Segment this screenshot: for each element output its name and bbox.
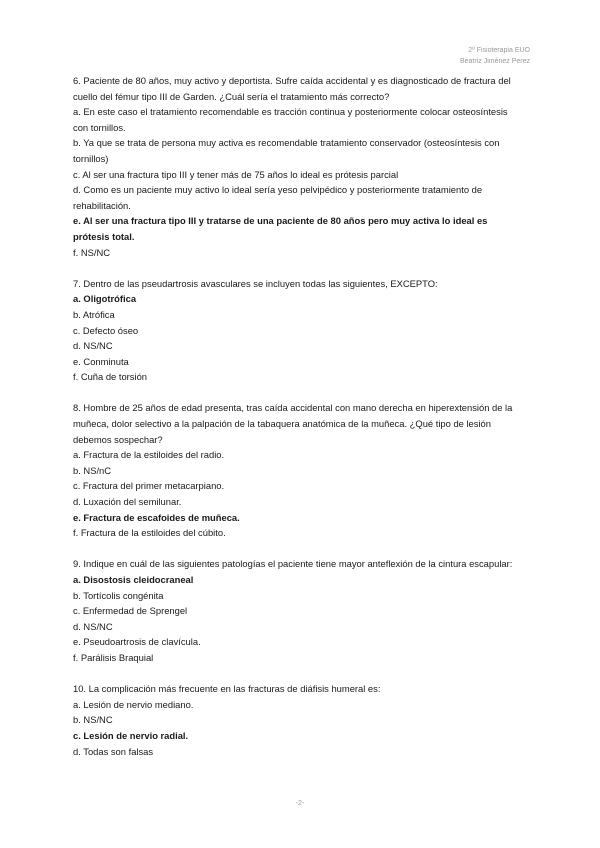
question-stem: 6. Paciente de 80 años, muy activo y deportista. Sufre caída accidental y es diagnosticado de fractura del cuello del fémur tipo III de Garden. ¿Cuál sería el tratamiento más correcto? [73,75,511,102]
option-f: f. Cuña de torsión [73,371,148,383]
question-8 [73,400,523,540]
question-9 [73,556,523,665]
header-course: 2º Fisioterapia EUO [468,47,530,54]
page-header [460,45,530,67]
option-b: b. Atrófica [73,308,115,320]
option-b: b. Tortícolis congénita [73,589,164,601]
option-b: b. NS/NC [73,714,113,726]
question-list [73,73,523,775]
option-a-correct: a. Oligotrófica [73,293,137,305]
question-7 [73,276,523,385]
option-c: c. Al ser una fractura tipo III y tener más de 75 años lo ideal es prótesis parcial [73,168,399,180]
option-c: c. Enfermedad de Sprengel [73,605,188,617]
question-6 [73,73,523,260]
header-author: Beatriz Jiménez Perez [459,58,530,65]
option-c: c. Fractura del primer metacarpiano. [73,480,225,492]
page-number: -2- [295,800,305,807]
question-stem: 8. Hombre de 25 años de edad presenta, tras caída accidental con mano derecha en hiperextensión de la muñeca, dolor selectivo a la palpación de la tabaquera anatómica de la muñeca. ¿Qué tipo de lesión debemos sospechar? [73,402,513,445]
option-e: e. Pseudoartrosis de clavícula. [73,636,201,648]
option-d: d. NS/NC [73,340,113,352]
question-10 [73,681,523,759]
option-d: d. Todas son falsas [73,745,154,757]
option-f: f. NS/NC [73,246,110,258]
option-d: d. NS/NC [73,620,113,632]
question-stem: 10. La complicación más frecuente en las fracturas de diáfisis humeral es: [73,683,381,695]
option-c-correct: c. Lesión de nervio radial. [73,729,189,741]
option-f: f. Fractura de la estiloides del cúbito. [73,527,226,539]
option-b: b. Ya que se trata de persona muy activa es recomendable tratamiento conservador (osteosíntesis con tornillos) [73,137,500,164]
option-d: d. Como es un paciente muy activo lo ideal sería yeso pelvipédico y posteriormente tratamiento de rehabilitación. [73,184,483,211]
option-c: c. Defecto óseo [73,324,139,336]
option-f: f. Parálisis Braquial [73,651,154,663]
option-e-correct: e. Fractura de escafoides de muñeca. [73,511,240,523]
option-d: d. Luxación del semilunar. [73,496,182,508]
question-stem: 7. Dentro de las pseudartrosis avasculares se incluyen todas las siguientes, EXCEPTO: [73,277,438,289]
option-e: e. Conminuta [73,355,129,367]
option-a: a. Lesión de nervio mediano. [73,698,194,710]
option-a: a. En este caso el tratamiento recomendable es tracción continua y posteriormente colocar osteosíntesis con tornillos. [73,106,508,133]
option-e-correct: e. Al ser una fractura tipo III y tratarse de una paciente de 80 años pero muy activa lo ideal es prótesis total. [73,215,488,242]
question-stem: 9. Indique en cuál de las siguientes patologías el paciente tiene mayor anteflexión de la cintura escapular: [73,558,513,570]
option-a-correct: a. Disostosis cleidocraneal [73,574,194,585]
option-a: a. Fractura de la estiloides del radio. [73,449,225,461]
option-b: b. NS/nC [73,464,112,476]
